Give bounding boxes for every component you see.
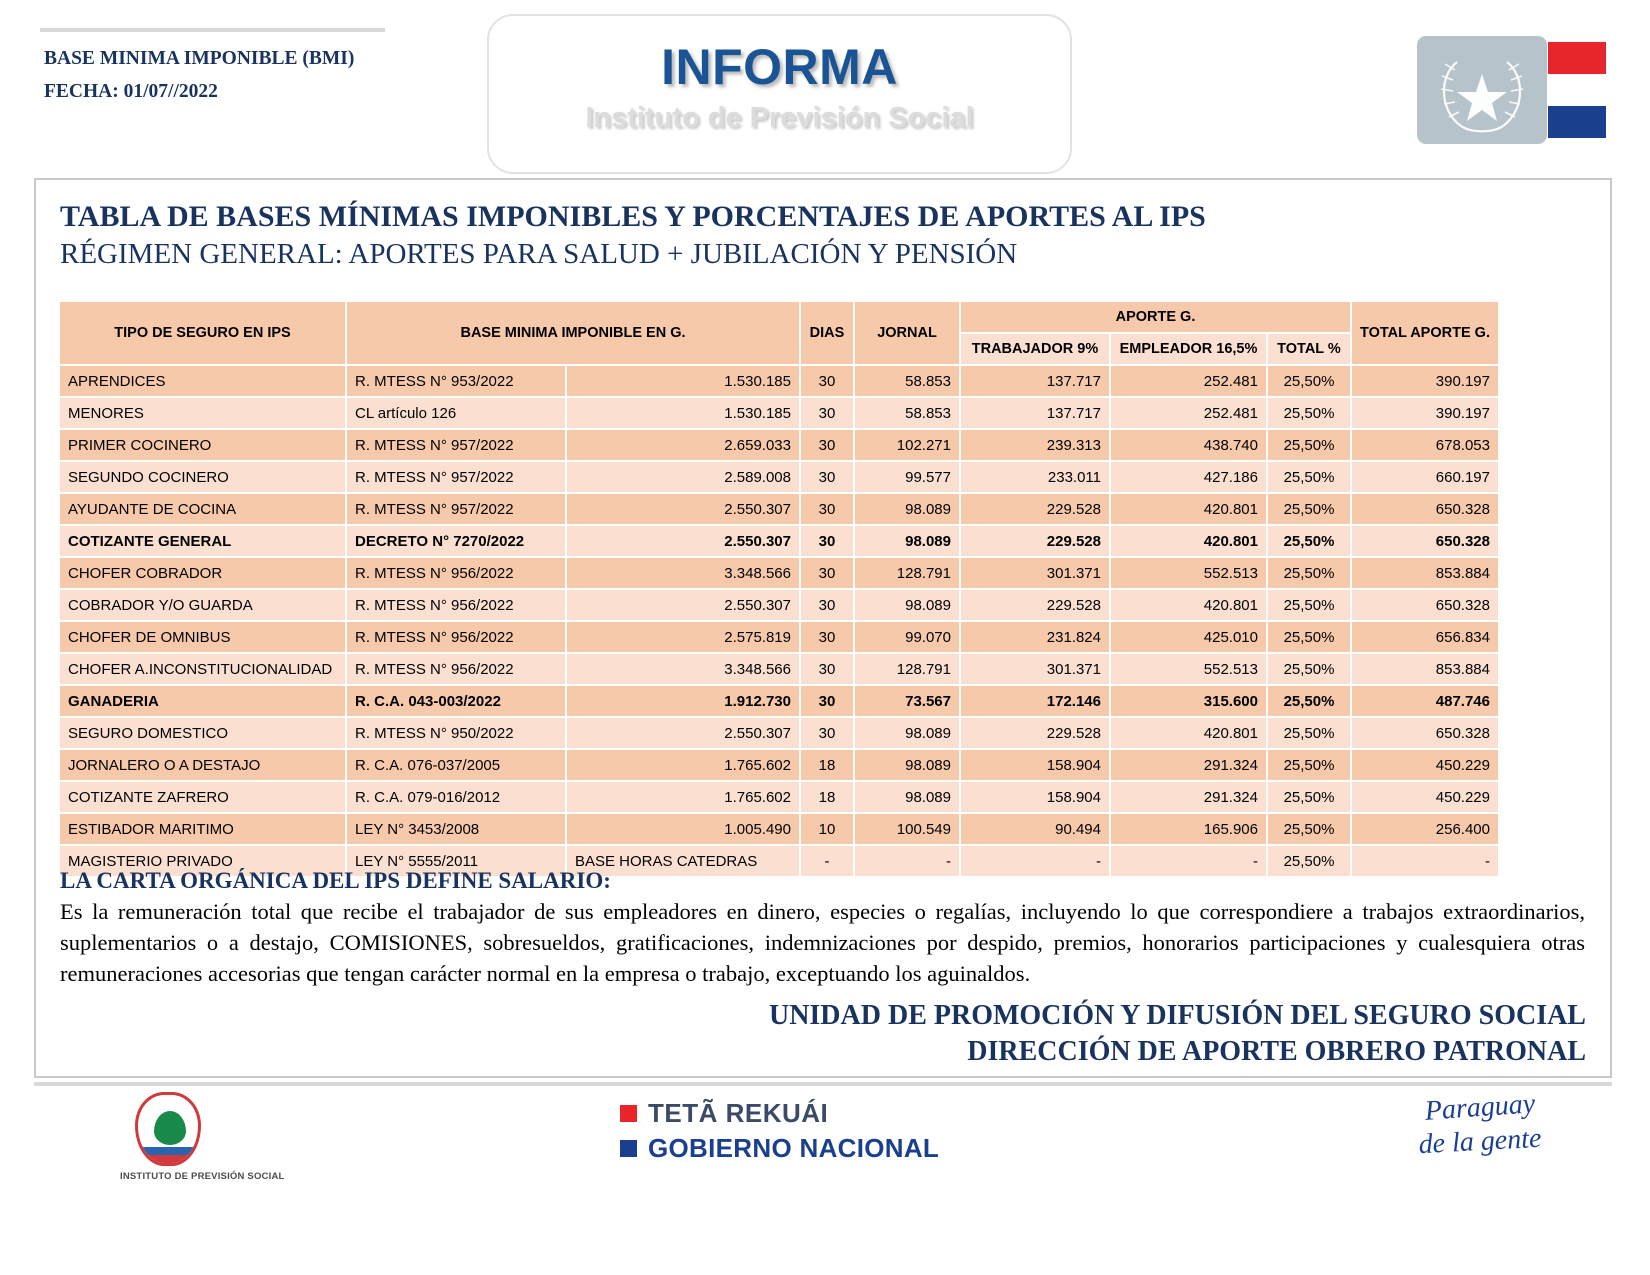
col-header-tipo: TIPO DE SEGURO EN IPS (60, 302, 345, 364)
cell-trabajador: 229.528 (961, 494, 1109, 524)
cell-base: BASE HORAS CATEDRAS (567, 846, 799, 876)
paraguay-flag-icon (1548, 42, 1606, 138)
cell-trabajador: 172.146 (961, 686, 1109, 716)
cell-norma: R. MTESS N° 956/2022 (347, 622, 565, 652)
cell-dias: 30 (801, 654, 853, 684)
cell-total-pct: 25,50% (1268, 686, 1350, 716)
cell-dias: 30 (801, 622, 853, 652)
cell-base: 2.659.033 (567, 430, 799, 460)
cell-norma: R. C.A. 043-003/2022 (347, 686, 565, 716)
cell-dias: 18 (801, 782, 853, 812)
cell-empleador: 427.186 (1111, 462, 1266, 492)
cell-empleador: 420.801 (1111, 526, 1266, 556)
cell-empleador: 438.740 (1111, 430, 1266, 460)
cell-empleador: - (1111, 846, 1266, 876)
cell-empleador: 252.481 (1111, 398, 1266, 428)
cell-total-aporte: 678.053 (1352, 430, 1498, 460)
cell-norma: R. C.A. 079-016/2012 (347, 782, 565, 812)
cell-norma: R. MTESS N° 956/2022 (347, 654, 565, 684)
cell-total-pct: 25,50% (1268, 494, 1350, 524)
gob-row-gobierno (620, 1133, 939, 1164)
col-header-aporte-group: APORTE G. (961, 302, 1350, 332)
cell-total-aporte: 256.400 (1352, 814, 1498, 844)
cell-dias: 30 (801, 366, 853, 396)
cell-tipo: SEGUNDO COCINERO (60, 462, 345, 492)
bmi-header-block (44, 42, 354, 108)
cell-total-aporte: 656.834 (1352, 622, 1498, 652)
cell-tipo: CHOFER COBRADOR (60, 558, 345, 588)
cell-total-pct: 25,50% (1268, 430, 1350, 460)
cell-trabajador: 229.528 (961, 526, 1109, 556)
ips-logo-caption: INSTITUTO DE PREVISIÓN SOCIAL (120, 1171, 285, 1182)
cell-total-aporte: 650.328 (1352, 526, 1498, 556)
page-title: TABLA DE BASES MÍNIMAS IMPONIBLES Y PORCENTAJES DE APORTES AL IPS (60, 200, 1206, 233)
table-row (60, 686, 1498, 716)
cell-total-aporte: 853.884 (1352, 558, 1498, 588)
cell-base: 1.530.185 (567, 398, 799, 428)
cell-base: 1.005.490 (567, 814, 799, 844)
cell-trabajador: 301.371 (961, 654, 1109, 684)
cell-jornal: 98.089 (855, 782, 959, 812)
gob-label-gobierno: GOBIERNO NACIONAL (648, 1133, 940, 1163)
cell-empleador: 425.010 (1111, 622, 1266, 652)
cell-dias: 30 (801, 398, 853, 428)
cell-tipo: SEGURO DOMESTICO (60, 718, 345, 748)
cell-tipo: JORNALERO O A DESTAJO (60, 750, 345, 780)
cell-total-aporte: 390.197 (1352, 366, 1498, 396)
table-row (60, 622, 1498, 652)
cell-empleador: 252.481 (1111, 366, 1266, 396)
cell-trabajador: 229.528 (961, 718, 1109, 748)
cell-base: 1.765.602 (567, 750, 799, 780)
signature-line-1: UNIDAD DE PROMOCIÓN Y DIFUSIÓN DEL SEGURO SOCIAL (768, 1000, 1586, 1031)
cell-total-pct: 25,50% (1268, 814, 1350, 844)
cell-jornal: 128.791 (855, 558, 959, 588)
cell-jornal: 99.070 (855, 622, 959, 652)
cell-jornal: 128.791 (855, 654, 959, 684)
bmi-table (58, 300, 1500, 878)
table-row (60, 718, 1498, 748)
gob-row-teta (620, 1098, 939, 1129)
cell-jornal: 98.089 (855, 718, 959, 748)
cell-tipo: COTIZANTE ZAFRERO (60, 782, 345, 812)
cell-dias: 10 (801, 814, 853, 844)
cell-base: 1.530.185 (567, 366, 799, 396)
informa-logo-box (487, 14, 1072, 174)
cell-total-pct: 25,50% (1268, 654, 1350, 684)
cell-trabajador: 301.371 (961, 558, 1109, 588)
cell-base: 3.348.566 (567, 654, 799, 684)
cell-total-pct: 25,50% (1268, 782, 1350, 812)
col-header-empleador: EMPLEADOR 16,5% (1111, 334, 1266, 364)
top-band (0, 0, 1650, 180)
cell-total-pct: 25,50% (1268, 622, 1350, 652)
cell-norma: R. MTESS N° 950/2022 (347, 718, 565, 748)
col-header-total-pct: TOTAL % (1268, 334, 1350, 364)
cell-empleador: 420.801 (1111, 718, 1266, 748)
cell-norma: R. MTESS N° 957/2022 (347, 462, 565, 492)
signature-line-2: DIRECCIÓN DE APORTE OBRERO PATRONAL (967, 1036, 1586, 1067)
cell-total-pct: 25,50% (1268, 462, 1350, 492)
definition-title: LA CARTA ORGÁNICA DEL IPS DEFINE SALARIO: (60, 868, 611, 893)
cell-tipo: COTIZANTE GENERAL (60, 526, 345, 556)
bmi-label: BASE MINIMA IMPONIBLE (BMI) (44, 48, 355, 69)
col-header-base: BASE MINIMA IMPONIBLE EN G. (347, 302, 799, 364)
cell-tipo: MAGISTERIO PRIVADO (60, 846, 345, 876)
cell-trabajador: - (961, 846, 1109, 876)
cell-jornal: 98.089 (855, 750, 959, 780)
cell-tipo: MENORES (60, 398, 345, 428)
cell-base: 2.550.307 (567, 526, 799, 556)
cell-total-aporte: 650.328 (1352, 718, 1498, 748)
cell-total-pct: 25,50% (1268, 526, 1350, 556)
cell-jornal: - (855, 846, 959, 876)
paraguay-seal-icon (1417, 36, 1547, 144)
cell-empleador: 420.801 (1111, 590, 1266, 620)
cell-norma: DECRETO N° 7270/2022 (347, 526, 565, 556)
cell-trabajador: 158.904 (961, 750, 1109, 780)
cell-empleador: 552.513 (1111, 558, 1266, 588)
footer-divider (34, 1082, 1612, 1086)
cell-empleador: 552.513 (1111, 654, 1266, 684)
col-header-dias: DIAS (801, 302, 853, 364)
pdg-line-2: de la gente (1417, 1122, 1543, 1161)
cell-total-aporte: 650.328 (1352, 590, 1498, 620)
cell-trabajador: 90.494 (961, 814, 1109, 844)
cell-norma: LEY N° 3453/2008 (347, 814, 565, 844)
cell-tipo: COBRADOR Y/O GUARDA (60, 590, 345, 620)
cell-total-aporte: 660.197 (1352, 462, 1498, 492)
cell-norma: R. MTESS N° 956/2022 (347, 590, 565, 620)
cell-dias: 30 (801, 686, 853, 716)
cell-trabajador: 239.313 (961, 430, 1109, 460)
cell-dias: 18 (801, 750, 853, 780)
cell-trabajador: 137.717 (961, 366, 1109, 396)
cell-dias: 30 (801, 558, 853, 588)
cell-base: 3.348.566 (567, 558, 799, 588)
table-row (60, 430, 1498, 460)
cell-tipo: CHOFER A.INCONSTITUCIONALIDAD (60, 654, 345, 684)
table-row (60, 750, 1498, 780)
paraguay-de-la-gente-logo (1385, 1088, 1575, 1161)
cell-jornal: 58.853 (855, 398, 959, 428)
blue-square-icon (620, 1140, 637, 1157)
cell-total-pct: 25,50% (1268, 718, 1350, 748)
cell-tipo: PRIMER COCINERO (60, 430, 345, 460)
table-row (60, 814, 1498, 844)
cell-jornal: 98.089 (855, 526, 959, 556)
cell-trabajador: 231.824 (961, 622, 1109, 652)
cell-total-aporte: 390.197 (1352, 398, 1498, 428)
cell-total-pct: 25,50% (1268, 398, 1350, 428)
bmi-date: FECHA: 01/07//2022 (44, 81, 218, 102)
cell-total-aporte: 853.884 (1352, 654, 1498, 684)
cell-base: 2.550.307 (567, 718, 799, 748)
cell-tipo: CHOFER DE OMNIBUS (60, 622, 345, 652)
table-row (60, 398, 1498, 428)
cell-empleador: 315.600 (1111, 686, 1266, 716)
cell-jornal: 98.089 (855, 590, 959, 620)
cell-total-aporte: 650.328 (1352, 494, 1498, 524)
cell-jornal: 100.549 (855, 814, 959, 844)
cell-base: 1.912.730 (567, 686, 799, 716)
cell-total-pct: 25,50% (1268, 558, 1350, 588)
pdg-line-1: Paraguay (1423, 1088, 1537, 1127)
cell-norma: R. C.A. 076-037/2005 (347, 750, 565, 780)
cell-base: 1.765.602 (567, 782, 799, 812)
cell-empleador: 165.906 (1111, 814, 1266, 844)
cell-trabajador: 137.717 (961, 398, 1109, 428)
cell-trabajador: 233.011 (961, 462, 1109, 492)
ips-logo (120, 1092, 285, 1182)
cell-tipo: GANADERIA (60, 686, 345, 716)
col-header-jornal: JORNAL (855, 302, 959, 364)
cell-jornal: 102.271 (855, 430, 959, 460)
definition-body: Es la remuneración total que recibe el trabajador de sus empleadores en dinero, especies o regalías, incluyendo lo que correspondiere a trabajos extraordinarios, suplementarios o a destajo, COMISIONES, sobresueldos, gratificaciones, indemnizaciones por despido, premios, honorarios participaciones y cualesquiera otras remuneraciones accesorias que tengan carácter normal en la empresa o trabajo, exceptuando los aguinaldos. (60, 899, 1585, 986)
table-row (60, 526, 1498, 556)
table-row (60, 462, 1498, 492)
cell-base: 2.575.819 (567, 622, 799, 652)
cell-trabajador: 229.528 (961, 590, 1109, 620)
cell-tipo: ESTIBADOR MARITIMO (60, 814, 345, 844)
cell-total-pct: 25,50% (1268, 590, 1350, 620)
cell-dias: - (801, 846, 853, 876)
cell-total-aporte: 450.229 (1352, 782, 1498, 812)
cell-dias: 30 (801, 462, 853, 492)
gobierno-nacional-logo (620, 1098, 939, 1168)
cell-norma: LEY N° 5555/2011 (347, 846, 565, 876)
cell-base: 2.550.307 (567, 590, 799, 620)
informa-subtitle: Instituto de Previsión Social (585, 102, 974, 134)
table-body (60, 366, 1498, 876)
table-row (60, 782, 1498, 812)
cell-total-aporte: - (1352, 846, 1498, 876)
cell-norma: R. MTESS N° 957/2022 (347, 494, 565, 524)
cell-empleador: 420.801 (1111, 494, 1266, 524)
red-square-icon (620, 1105, 637, 1122)
cell-norma: R. MTESS N° 957/2022 (347, 430, 565, 460)
signature-block (266, 998, 1586, 1070)
cell-norma: CL artículo 126 (347, 398, 565, 428)
cell-dias: 30 (801, 430, 853, 460)
informa-title: INFORMA (661, 39, 898, 95)
cell-dias: 30 (801, 526, 853, 556)
cell-base: 2.589.008 (567, 462, 799, 492)
cell-dias: 30 (801, 590, 853, 620)
cell-jornal: 99.577 (855, 462, 959, 492)
cell-tipo: APRENDICES (60, 366, 345, 396)
document-body (34, 178, 1612, 1078)
gob-label-teta: TETÃ REKUÁI (648, 1098, 829, 1128)
cell-norma: R. MTESS N° 953/2022 (347, 366, 565, 396)
table-row (60, 590, 1498, 620)
cell-trabajador: 158.904 (961, 782, 1109, 812)
cell-total-pct: 25,50% (1268, 366, 1350, 396)
cell-norma: R. MTESS N° 956/2022 (347, 558, 565, 588)
table-row (60, 654, 1498, 684)
cell-empleador: 291.324 (1111, 782, 1266, 812)
cell-empleador: 291.324 (1111, 750, 1266, 780)
cell-tipo: AYUDANTE DE COCINA (60, 494, 345, 524)
cell-total-aporte: 450.229 (1352, 750, 1498, 780)
table-header-row-1 (60, 302, 1498, 332)
col-header-total-aporte: TOTAL APORTE G. (1352, 302, 1498, 364)
cell-dias: 30 (801, 718, 853, 748)
page-subtitle: RÉGIMEN GENERAL: APORTES PARA SALUD + JUBILACIÓN Y PENSIÓN (60, 238, 1018, 270)
cell-total-aporte: 487.746 (1352, 686, 1498, 716)
cell-jornal: 73.567 (855, 686, 959, 716)
table-row (60, 366, 1498, 396)
cell-total-pct: 25,50% (1268, 846, 1350, 876)
cell-jornal: 58.853 (855, 366, 959, 396)
cell-total-pct: 25,50% (1268, 750, 1350, 780)
cell-base: 2.550.307 (567, 494, 799, 524)
table-row (60, 494, 1498, 524)
cell-jornal: 98.089 (855, 494, 959, 524)
cell-dias: 30 (801, 494, 853, 524)
bmi-divider (40, 28, 385, 32)
col-header-trabajador: TRABAJADOR 9% (961, 334, 1109, 364)
ips-shield-icon (135, 1092, 201, 1166)
table-row (60, 558, 1498, 588)
